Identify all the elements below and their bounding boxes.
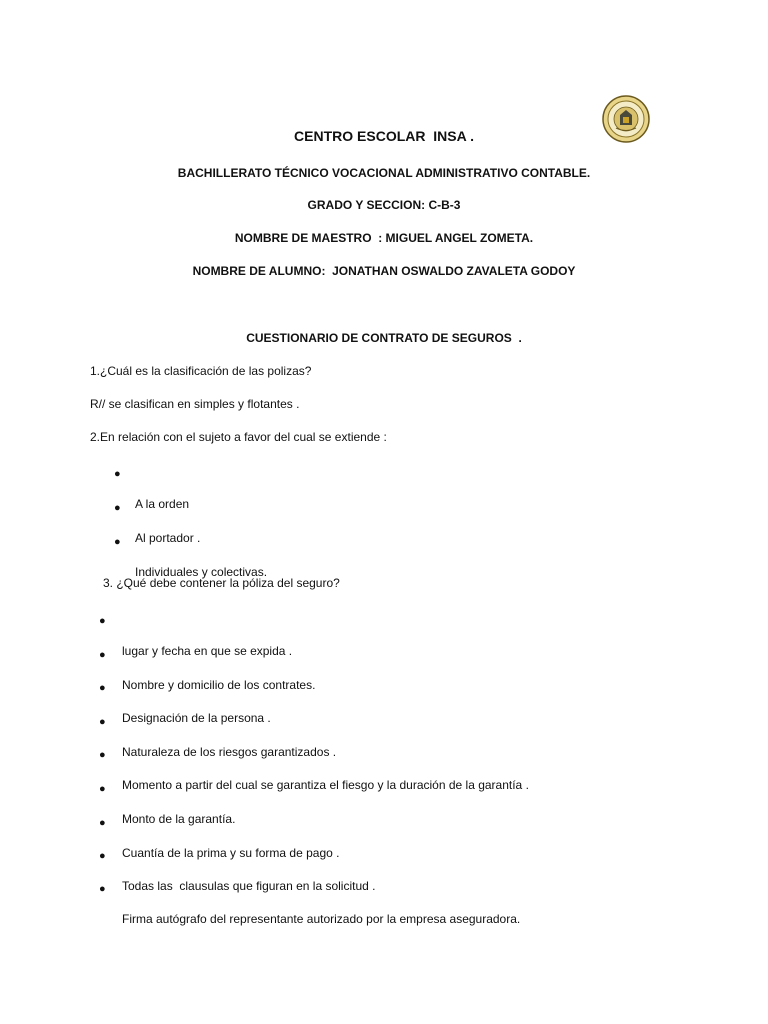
bullet-icon: ● [99, 883, 106, 895]
list-item: ● Nombre y domicilio de los contrates. [99, 649, 316, 692]
grade-section: GRADO Y SECCION: C-B-3 [307, 198, 461, 212]
list-item: ● Individuales y colectivas. [114, 536, 268, 579]
bullet-icon: ● [99, 716, 106, 728]
list-item: ● Designación de la persona . [99, 682, 271, 725]
bullet-icon: ● [99, 817, 106, 829]
list-item: ● Monto de la garantía. [99, 783, 236, 826]
list-item: ● Cuantía de la prima y su forma de pago . [99, 817, 340, 860]
bullet-icon: ● [114, 468, 121, 480]
bullet-icon: ● [99, 850, 106, 862]
list-item: ● Al portador . [114, 502, 201, 545]
bullet-icon: ● [99, 615, 106, 627]
bullet-icon: ● [114, 536, 121, 548]
question-2: 2.En relación con el sujeto a favor del cual se extiende : [90, 430, 387, 444]
list-item: ● Todas las clausulas que figuran en la solicitud . [99, 850, 376, 893]
bullet-icon: ● [99, 649, 106, 661]
answer-1: R// se clasifican en simples y flotantes . [90, 397, 300, 411]
teacher-name: NOMBRE DE MAESTRO : MIGUEL ANGEL ZOMETA. [234, 231, 534, 245]
question-3: 3. ¿Qué debe contener la póliza del seguro? [103, 576, 340, 590]
list-item: ● Naturaleza de los riesgos garantizados . [99, 716, 337, 759]
bullet-icon: ● [99, 682, 106, 694]
list-item: ● A la orden [114, 468, 190, 511]
list-item: ● lugar y fecha en que se expida . [99, 615, 293, 658]
school-name: CENTRO ESCOLAR INSA . [294, 128, 474, 144]
questionnaire-title: CUESTIONARIO DE CONTRATO DE SEGUROS . [246, 331, 522, 345]
bullet-icon: ● [99, 749, 106, 761]
list-item: ● Momento a partir del cual se garantiza el fiesgo y la duración de la garantía . [99, 749, 529, 792]
bullet-icon: ● [114, 502, 121, 514]
list-item: ● Firma autógrafo del representante autorizado por la empresa aseguradora. [99, 883, 521, 926]
program-name: BACHILLERATO TÉCNICO VOCACIONAL ADMINISTRATIVO CONTABLE. [177, 166, 591, 180]
question-1: 1.¿Cuál es la clasificación de las polizas? [90, 364, 312, 378]
student-name: NOMBRE DE ALUMNO: JONATHAN OSWALDO ZAVALETA GODOY [192, 264, 576, 278]
bullet-icon: ● [99, 783, 106, 795]
